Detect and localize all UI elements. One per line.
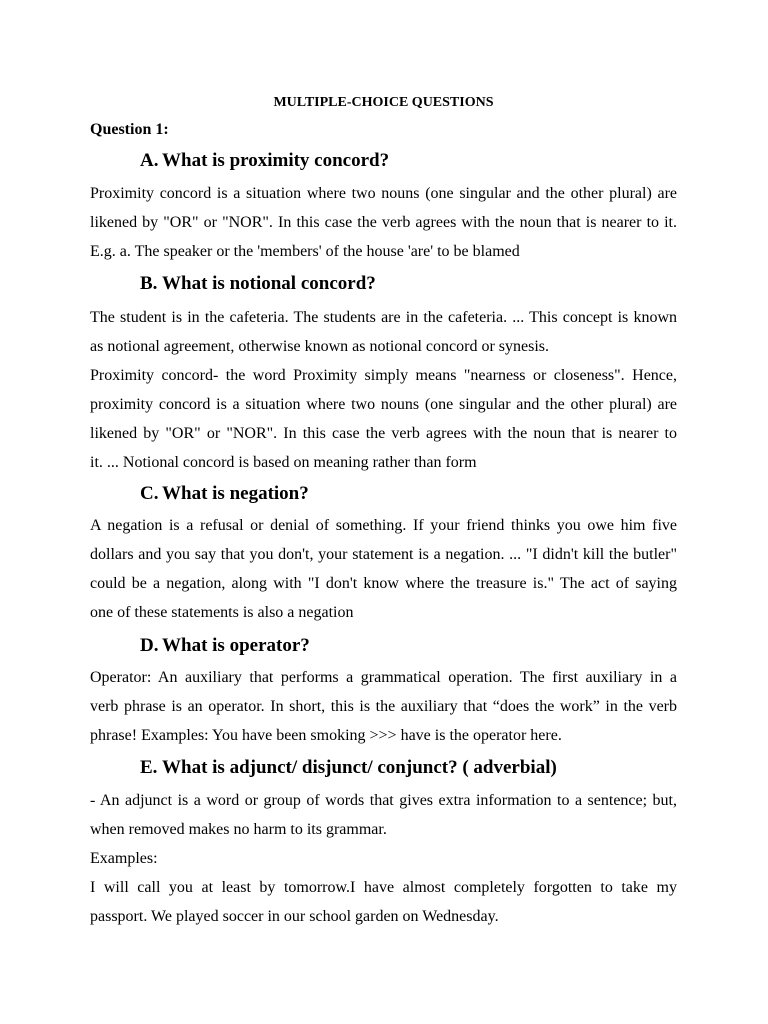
section-c-letter: C. <box>140 483 159 504</box>
section-b-letter: B. <box>140 273 158 294</box>
section-b-line: it. ... Notional concord is based on meaning rather than form <box>90 454 477 471</box>
section-e-line: passport. We played soccer in our school garden on Wednesday. <box>90 908 499 925</box>
section-c-title: What is negation? <box>162 483 309 504</box>
section-b-line: as notional agreement, otherwise known as notional concord or synesis. <box>90 338 549 355</box>
section-d-body <box>90 663 677 750</box>
section-d-heading <box>140 634 310 658</box>
section-e-line: - An adjunct is a word or group of words that gives extra information to a sentence; but, <box>90 792 677 809</box>
section-b-title: What is notional concord? <box>162 273 376 294</box>
section-a-letter: A. <box>140 150 159 171</box>
section-b-line: likened by "OR" or "NOR". In this case the verb agrees with the noun that is nearer to <box>90 425 677 442</box>
section-a-title: What is proximity concord? <box>162 150 390 171</box>
section-b-line: Proximity concord- the word Proximity simply means "nearness or closeness". Hence, <box>90 367 677 384</box>
section-a-line: Proximity concord is a situation where two nouns (one singular and the other plural) are <box>90 185 677 202</box>
section-a-heading <box>140 149 389 173</box>
section-d-line: verb phrase is an operator. In short, this is the auxiliary that “does the work” in the verb <box>90 698 677 715</box>
section-c-line: one of these statements is also a negation <box>90 604 354 621</box>
section-d-title: What is operator? <box>162 635 310 656</box>
section-b-heading <box>140 272 376 296</box>
section-c-heading <box>140 482 309 506</box>
section-e-letter: E. <box>140 757 158 778</box>
page-title: MULTIPLE-CHOICE QUESTIONS <box>273 95 494 110</box>
section-b-line: The student is in the cafeteria. The students are in the cafeteria. ... This concept is known <box>90 309 677 326</box>
section-a-line: likened by "OR" or "NOR". In this case the verb agrees with the noun that is nearer to it. <box>90 214 677 231</box>
section-e-line: when removed makes no harm to its grammar. <box>90 821 387 838</box>
section-c-line: could be a negation, along with "I don't know where the treasure is." The act of saying <box>90 575 677 592</box>
section-d-line: phrase! Examples: You have been smoking >>> have is the operator here. <box>90 727 562 744</box>
section-a-line: E.g. a. The speaker or the 'members' of the house 'are' to be blamed <box>90 243 520 260</box>
section-e-body <box>90 786 677 931</box>
section-e-title: What is adjunct/ disjunct/ conjunct? ( adverbial) <box>162 757 557 778</box>
section-e-line: I will call you at least by tomorrow.I have almost completely forgotten to take my <box>90 879 677 896</box>
section-b-line: proximity concord is a situation where two nouns (one singular and the other plural) are <box>90 396 677 413</box>
section-e-heading <box>140 756 557 780</box>
section-c-line: dollars and you say that you don't, your statement is a negation. ... "I didn't kill the butler" <box>90 546 677 563</box>
question-label: Question 1: <box>90 121 169 138</box>
section-a-body <box>90 179 677 266</box>
section-e-line: Examples: <box>90 850 158 867</box>
section-c-body <box>90 511 677 627</box>
section-b-body <box>90 303 677 477</box>
section-d-letter: D. <box>140 635 159 656</box>
section-d-line: Operator: An auxiliary that performs a grammatical operation. The first auxiliary in a <box>90 669 677 686</box>
section-c-line: A negation is a refusal or denial of something. If your friend thinks you owe him five <box>90 517 677 534</box>
